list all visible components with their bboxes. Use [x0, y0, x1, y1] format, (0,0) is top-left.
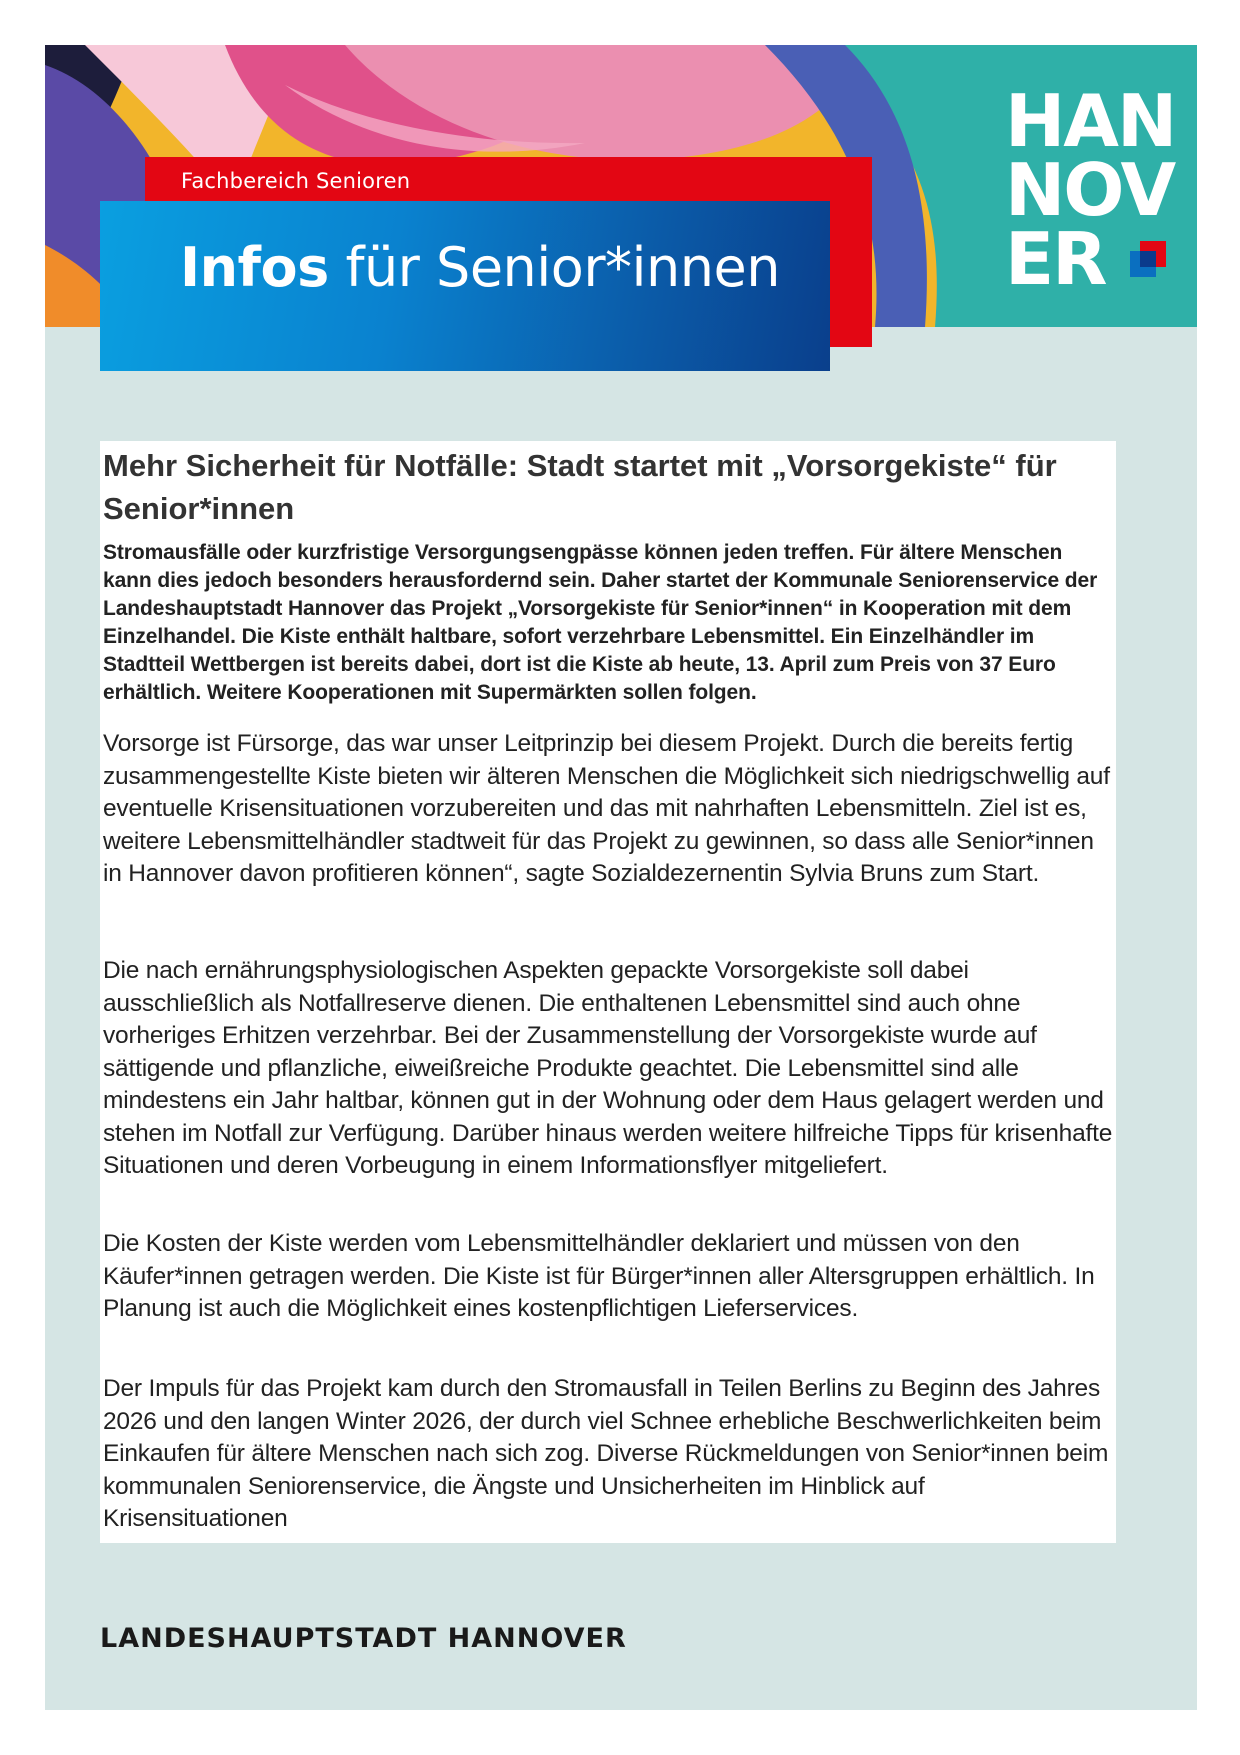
article [100, 441, 1116, 1543]
logo-line-2: NOV [1005, 148, 1175, 232]
article-paragraph: Vorsorge ist Fürsorge, das war unser Leitprinzip bei diesem Projekt. Durch die bereits fertig zusammengestellte Kiste bieten wir älteren Menschen die Möglichkeit sich niedrigschwellig auf eventuelle Krisensituationen vorzubereiten und das mit nahrhaften Lebensmitteln. Ziel ist es, weitere Lebensmittelhändler stadtweit für das Projekt zu gewinnen, so dass alle Senior*innen in Hannover davon profitieren können“, sagte Sozialdezernentin Sylvia Bruns zum Start. [103, 730, 1110, 887]
page-title-bold: Infos [180, 236, 329, 299]
page-sheet [45, 45, 1197, 1710]
department-label: Fachbereich Senioren [181, 169, 411, 193]
page-title [180, 236, 780, 299]
title-box [100, 201, 830, 371]
article-paragraph: Die Kosten der Kiste werden vom Lebensmittelhändler deklariert und müssen von den Käufer*innen getragen werden. Die Kiste ist für Bürger*innen aller Altersgruppen erhältlich. In Planung ist auch die Möglichkeit eines kostenpflichtigen Lieferservices. [103, 1230, 1095, 1322]
red-blue-squares-icon [1130, 241, 1166, 277]
article-headline: Mehr Sicherheit für Notfälle: Stadt startet mit „Vorsorgekiste“ für Senior*innen [103, 448, 1057, 526]
logo-line-1: HAN [1005, 79, 1176, 163]
logo-line-3: ER [1005, 217, 1106, 301]
footer-city-name: LANDESHAUPTSTADT HANNOVER [100, 1623, 627, 1654]
page-title-rest: für Senior*innen [328, 236, 780, 299]
article-lead: Stromausfälle oder kurzfristige Versorgungsengpässe können jeden treffen. Für ältere Menschen kann dies jedoch besonders herausfordernd sein. Daher startet der Kommunale Seniorenservice der Landeshauptstadt Hannover das Projekt „Vorsorgekiste für Senior*innen“ in Kooperation mit dem Einzelhandel. Die Kiste enthält haltbare, sofort verzehrbare Lebensmittel. Ein Einzelhändler im Stadtteil Wettbergen ist bereits dabei, dort ist die Kiste ab heute, 13. April zum Preis von 37 Euro erhältlich. Weitere Kooperationen mit Supermärkten sollen folgen. [103, 541, 1098, 704]
article-paragraph: Die nach ernährungsphysiologischen Aspekten gepackte Vorsorgekiste soll dabei ausschließlich als Notfallreserve dienen. Die enthaltenen Lebensmittel sind auch ohne vorheriges Erhitzen verzehrbar. Bei der Zusammenstellung der Vorsorgekiste wurde auf sättigende und pflanzliche, eiweißreiche Produkte geachtet. Die Lebensmittel sind alle mindestens ein Jahr haltbar, können gut in der Wohnung oder dem Haus gelagert werden und stehen im Notfall zur Verfügung. Darüber hinaus werden weitere hilfreiche Tipps für krisenhafte Situationen und deren Vorbeugung in einem Informationsflyer mitgeliefert. [103, 957, 1113, 1179]
article-paragraph: Der Impuls für das Projekt kam durch den Stromausfall in Teilen Berlins zu Beginn des Jahres 2026 und den langen Winter 2026, der durch viel Schnee erhebliche Beschwerlichkeiten beim Einkaufen für ältere Menschen nach sich zog. Diverse Rückmeldungen von Senior*innen beim kommunalen Seniorenservice, die Ängste und Unsicherheiten im Hinblick auf Krisensituationen [103, 1375, 1109, 1532]
